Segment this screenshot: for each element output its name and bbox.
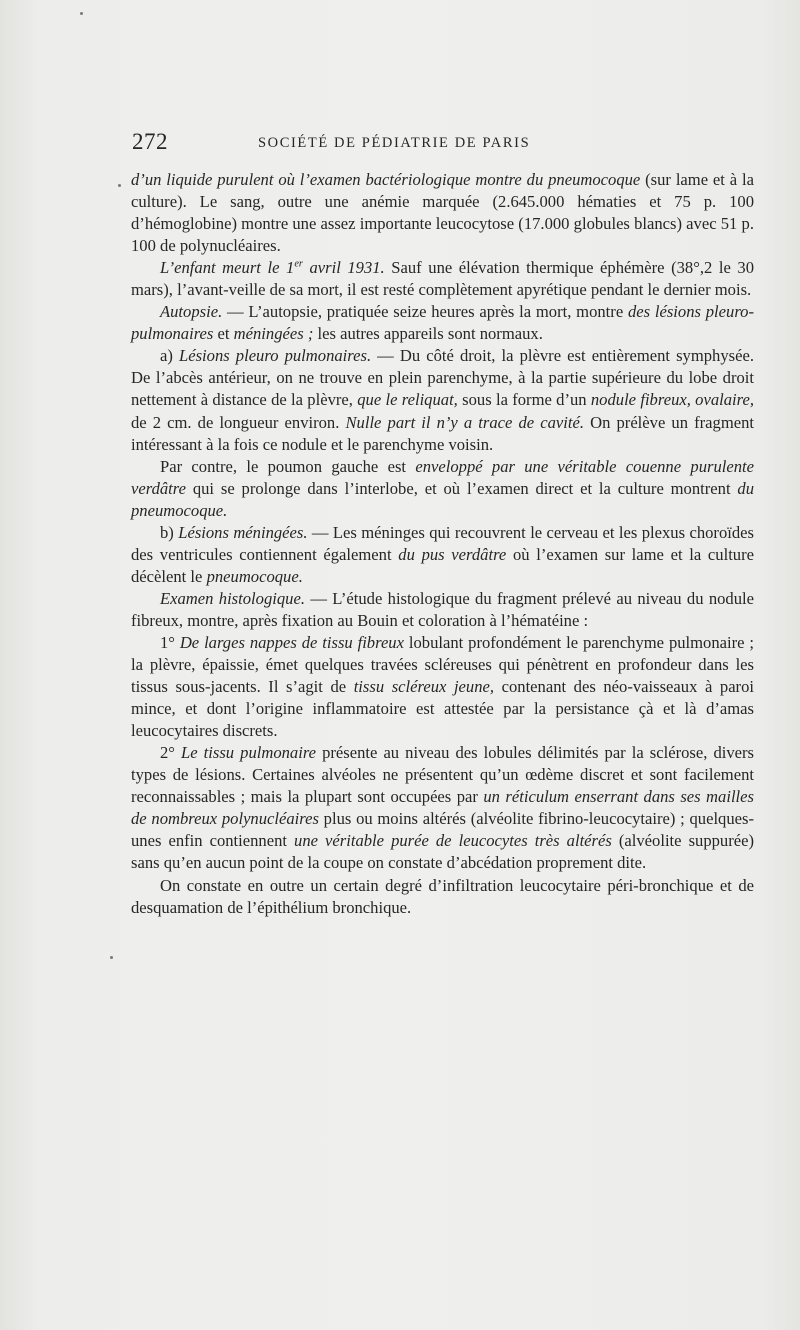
paragraph (131, 875, 754, 919)
italic-text: du pus verdâtre (398, 544, 507, 564)
italic-text: Lésions méningées. (178, 522, 308, 542)
body-text (131, 169, 754, 919)
text-run: — L’étude histologique du fragment prélevé au niveau du nodule fibreux, montre, après fixation au Bouin et coloration à l’hématéine : (131, 588, 754, 630)
paragraph (131, 257, 754, 301)
text-run: et (213, 324, 234, 344)
paragraph (131, 522, 754, 588)
paragraph (131, 169, 754, 257)
paragraph (131, 456, 754, 522)
paragraph (131, 588, 754, 632)
page-number: 272 (132, 129, 168, 154)
text-run: les autres appareils sont normaux. (313, 324, 543, 344)
italic-text: avril 1931. (302, 258, 385, 278)
text-run: — Du côté droit, la plèvre est entièrement symphysée. De l’abcès antérieur, on ne trouve en plein parenchyme, à la partie supérieure du lobe droit nettement à distance de la plèvre, (131, 346, 754, 410)
superscript-text: er (294, 258, 303, 270)
paragraph (131, 742, 754, 874)
text-run: (alvéolite suppurée) sans qu’en aucun point de la coupe on constate d’abcédation proprement dite. (131, 831, 754, 873)
text-run: a) (160, 346, 179, 366)
italic-text: d’un liquide purulent où l’examen bactériologique montre du pneumocoque (131, 170, 641, 189)
text-run: On prélève un fragment intéressant à la fois ce nodule et le parenchyme voisin. (131, 412, 755, 454)
text-run: où l’examen sur lame et la culture décèlent le (131, 544, 754, 586)
speck-mark (80, 12, 83, 15)
text-run: plus ou moins altérés (alvéolite fibrino-leucocytaire) ; quelques-unes enfin contiennent (131, 809, 754, 851)
text-run: présente au niveau des lobules délimités par la sclérose, divers types de lésions. Certaines alvéoles ne présentent qu’un œdème discret et sont facilement reconnaissables ; mais la plupart sont occupées par (131, 743, 754, 807)
italic-text: Autopsie. (160, 302, 223, 322)
speck-mark (118, 184, 121, 187)
italic-text: que le reliquat, (357, 390, 458, 410)
text-run: Sauf une élévation thermique éphémère (38°,2 le 30 mars), l’avant-veille de sa mort, il est resté complètement apyrétique pendant le dernier mois. (131, 258, 754, 300)
italic-text: pneumocoque. (206, 566, 303, 586)
text-run: qui se prolonge dans l’interlobe, et où l’examen direct et la culture montrent (185, 478, 738, 498)
running-head: SOCIÉTÉ DE PÉDIATRIE DE PARIS (258, 135, 531, 151)
text-run: contenant des néo-vaisseaux à paroi mince, et dont l’origine inflammatoire est attestée par la persistance çà et là d’amas leucocytaires discrets. (131, 677, 754, 741)
italic-text: Le tissu pulmonaire (181, 743, 317, 763)
paragraph (131, 345, 754, 455)
text-run: — Les méninges qui recouvrent le cerveau et les plexus choroïdes des ventricules contiennent également (131, 522, 754, 564)
text-run: (sur lame et à la culture). Le sang, outre une anémie marquée (2.645.000 hématies et 75 p. 100 d’hémoglobine) montre une assez importante leucocytose (17.000 globules blancs) avec 51 p. 100 de polynucléaires. (131, 170, 754, 256)
italic-text: des lésions pleuro-pulmonaires (131, 302, 754, 344)
paragraph (131, 301, 754, 345)
text-run: 2° (160, 743, 181, 763)
text-run: lobulant profondément le parenchyme pulmonaire ; la plèvre, épaissie, émet quelques travées scléreuses qui pénètrent en profondeur dans les tissus sous-jacents. Il s’agit de (131, 632, 755, 697)
italic-text: Examen histologique. (160, 588, 305, 608)
text-run: sous la forme d’un (457, 390, 591, 410)
text-run: — L’autopsie, pratiquée seize heures après la mort, montre (222, 302, 628, 322)
text-run: On constate en outre un certain degré d’infiltration leucocytaire péri-bronchique et de desquamation de l’épithélium bronchique. (131, 875, 754, 917)
paragraph (131, 632, 754, 742)
italic-text: du pneumocoque. (131, 478, 754, 520)
text-run: de 2 cm. de longueur environ. (131, 412, 346, 432)
italic-text: un réticulum enserrant dans ses mailles de nombreux polynucléaires (131, 787, 754, 829)
speck-mark (110, 956, 113, 959)
text-run: 1° (160, 632, 180, 652)
text-run: b) (160, 522, 179, 542)
italic-text: De larges nappes de tissu fibreux (179, 632, 404, 652)
italic-text: Lésions pleuro pulmonaires. (178, 346, 372, 366)
italic-text: enveloppé par une véritable couenne purulente verdâtre (131, 456, 754, 498)
italic-text: tissu scléreux jeune, (353, 677, 495, 697)
italic-text: une véritable purée de leucocytes très altérés (294, 831, 612, 851)
page-header (132, 128, 754, 160)
italic-text: nodule fibreux, ovalaire, (590, 390, 755, 410)
text-run: Par contre, le poumon gauche est (160, 456, 416, 476)
italic-text: Nulle part il n’y a trace de cavité. (345, 412, 585, 432)
italic-text: L’enfant meurt le 1 (160, 258, 295, 278)
italic-text: méningées ; (233, 324, 314, 344)
